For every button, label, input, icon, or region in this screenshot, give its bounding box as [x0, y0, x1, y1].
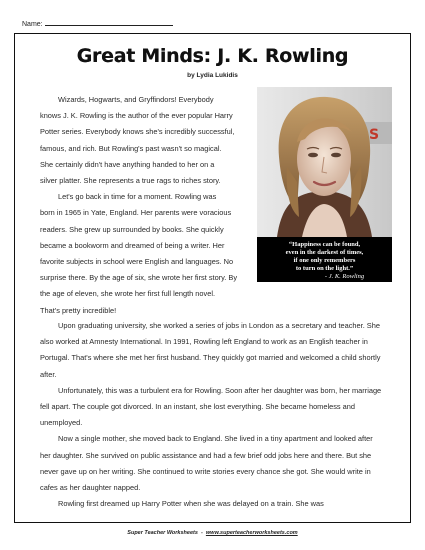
text-line: the age of eleven, she wrote her first full length novel. — [40, 289, 216, 299]
quote-line: to turn on the light.” — [295, 265, 354, 272]
text-line: She certainly didn't have anything handed to her on a — [40, 159, 215, 169]
quote-line: if one only remembers — [293, 257, 356, 264]
paragraph: Unfortunately, this was a turbulent era for Rowling. Soon after her daughter was born, her marriage fell apart. The couple got divorced. In an instant, she lost everything. She became homeless and unemployed. — [40, 385, 382, 428]
author-photo-with-quote — [257, 87, 392, 282]
paragraph: Now a single mother, she moved back to England. She lived in a tiny apartment and looked after her daughter. She survived on public assistance and had a few brief odd jobs here and there. But she never gave up on her writing. She continued to write stories every chance she got. She would write in cafes as her daughter napped. — [40, 434, 373, 493]
name-label: Name: — [22, 21, 43, 28]
paragraph: Upon graduating university, she worked a series of jobs in London as a secretary and teacher. She also worked at Amnesty International. In 1991, Rowling left England to work as an English teacher in Portugal. That's where she met her first husband. They quickly got married and welcomed a child shortly after. — [40, 321, 381, 379]
article-byline: by Lydia Lukidis — [187, 72, 238, 79]
text-line: readers. She grew up surrounded by books. She quickly — [40, 224, 224, 234]
text-line: famous, and rich. But Rowling's past wasn't so magical. — [40, 143, 222, 153]
text-line: silver platter. She represents a true rags to riches story. — [40, 176, 221, 186]
article-title: Great Minds: J. K. Rowling — [76, 45, 349, 67]
quote-line: “Happiness can be found, — [288, 241, 361, 248]
text-line: knows J. K. Rowling is the author of the ever popular Harry — [40, 111, 233, 121]
quote-box — [257, 237, 392, 282]
text-line: Let's go back in time for a moment. Rowling was — [58, 192, 217, 202]
text-line: That's pretty incredible! — [40, 305, 117, 315]
name-blank-line[interactable] — [45, 18, 173, 26]
quote-line: even in the darkest of times, — [285, 249, 364, 256]
author-photo — [257, 87, 392, 237]
footer-link[interactable]: www.superteacherworksheets.com — [205, 530, 298, 536]
text-line: favorite subjects in school were English and languages. No — [40, 257, 234, 267]
paragraph: Rowling first dreamed up Harry Potter when she was delayed on a train. She was — [58, 499, 324, 509]
text-line: surprise there. By the age of six, she wrote her first story. By — [40, 273, 238, 283]
footer-publisher: Super Teacher Worksheets — [127, 530, 198, 536]
quote-attribution: - J. K. Rowling — [324, 273, 365, 280]
page-footer — [0, 530, 425, 536]
text-line: Wizards, Hogwarts, and Gryffindors! Everybody — [58, 95, 214, 104]
svg-text:S: S — [369, 127, 380, 143]
name-field — [22, 18, 173, 28]
footer-separator: - — [200, 530, 203, 536]
text-line: born in 1965 in Yate, England. Her parents were voracious — [40, 208, 232, 218]
text-line: Potter series. Everybody knows she's incredibly successful, — [40, 127, 235, 137]
text-line: became a bookworm and dreamed of being a writer. Her — [40, 240, 225, 250]
article-body — [40, 318, 385, 512]
